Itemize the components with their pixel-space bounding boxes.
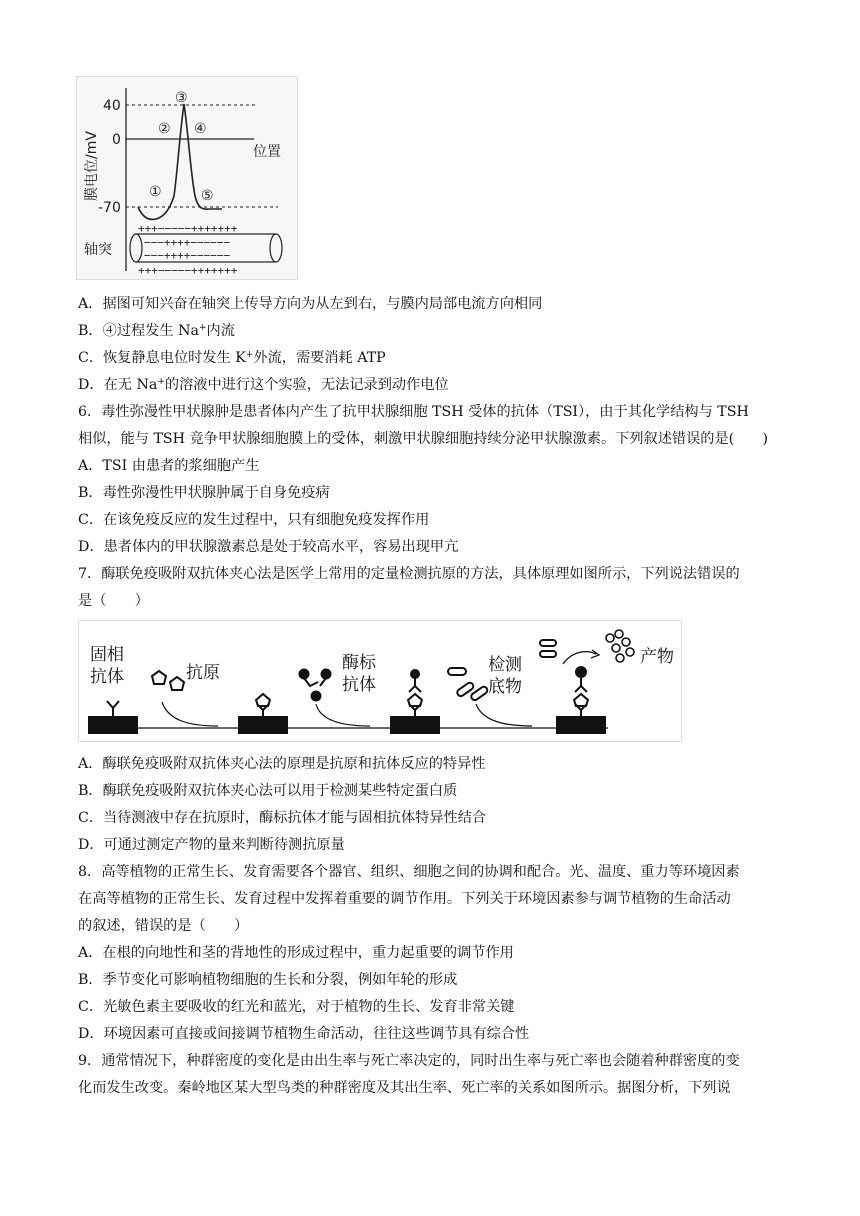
q8-stem-line-1: 8．高等植物的正常生长、发育需要各个器官、组织、细胞之间的协调和配合。光、温度、重力等环境因素	[78, 864, 740, 880]
q8-stem-line-3: 的叙述，错误的是（ ）	[78, 918, 249, 934]
product-label: 产物	[640, 647, 674, 667]
tick-0: 0	[112, 132, 121, 148]
tick-40: 40	[103, 98, 121, 114]
point-3: ③	[175, 90, 188, 106]
q6-option-c: C．在该免疫反应的发生过程中，只有细胞免疫发挥作用	[78, 512, 430, 528]
elisa-sandwich-figure	[78, 620, 682, 742]
point-4: ④	[194, 121, 207, 137]
substrate-label-2: 底物	[488, 677, 522, 697]
q8-option-b: B．季节变化可影响植物细胞的生长和分裂，例如年轮的形成	[78, 972, 458, 988]
solid-antibody-label-1: 固相	[90, 645, 124, 665]
q8-stem-line-2: 在高等植物的正常生长、发育过程中发挥着重要的调节作用。下列关于环境因素参与调节植物的生命活动	[78, 891, 731, 907]
axon-label: 轴突	[84, 242, 112, 258]
q6-stem-line-1: 6．毒性弥漫性甲状腺肿是患者体内产生了抗甲状腺细胞 TSH 受体的抗体（TSI），由于其化学结构与 TSH	[78, 404, 749, 420]
x-axis-label: 位置	[253, 144, 281, 160]
point-2: ②	[158, 121, 171, 137]
q8-option-a: A．在根的向地性和茎的背地性的形成过程中，重力起重要的调节作用	[78, 945, 514, 961]
charge-outer-top: +++−−−−−+++++++	[138, 222, 238, 235]
point-1: ①	[149, 184, 162, 200]
antigen-label: 抗原	[186, 663, 220, 683]
q5-option-a: A．据图可知兴奋在轴突上传导方向为从左到右，与膜内局部电流方向相同	[78, 296, 543, 312]
tick-minus-70: -70	[98, 200, 121, 216]
q5-option-d: D．在无 Na+的溶液中进行这个实验，无法记录到动作电位	[78, 377, 449, 393]
enzyme-antibody-label-2: 抗体	[342, 675, 376, 695]
q8-option-c: C．光敏色素主要吸收的红光和蓝光，对于植物的生长、发育非常关键	[78, 999, 515, 1015]
q7-stem-line-2: 是（ ）	[78, 593, 149, 609]
q7-option-b: B．酶联免疫吸附双抗体夹心法可以用于检测某些特定蛋白质	[78, 783, 458, 799]
charge-inner-1: −−−++++−−−−−−	[144, 236, 231, 249]
q5-option-b: B．④过程发生 Na+内流	[78, 323, 235, 339]
charge-outer-bottom: +++−−−−−+++++++	[138, 264, 238, 277]
q9-stem-line-1: 9．通常情况下，种群密度的变化是由出生率与死亡率决定的，同时出生率与死亡率也会随着种群密度的变	[78, 1053, 740, 1069]
q8-option-d: D．环境因素可直接或间接调节植物生命活动，往往这些调节具有综合性	[78, 1026, 530, 1042]
membrane-potential-figure	[76, 76, 298, 280]
q7-option-a: A．酶联免疫吸附双抗体夹心法的原理是抗原和抗体反应的特异性	[78, 756, 486, 772]
q7-option-c: C．当待测液中存在抗原时，酶标抗体才能与固相抗体特异性结合	[78, 810, 487, 826]
q6-option-b: B．毒性弥漫性甲状腺肿属于自身免疫病	[78, 485, 330, 501]
charge-inner-2: −−−++++−−−−−−	[144, 249, 231, 262]
q5-option-c: C．恢复静息电位时发生 K+外流，需要消耗 ATP	[78, 350, 386, 366]
q6-option-a: A．TSI 由患者的浆细胞产生	[78, 458, 260, 474]
y-axis-label: 膜电位/mV	[84, 131, 100, 201]
solid-antibody-label-2: 抗体	[90, 667, 124, 687]
q6-stem-line-2: 相似，能与 TSH 竞争甲状腺细胞膜上的受体，刺激甲状腺细胞持续分泌甲状腺激素。下列叙述错误的是( )	[78, 431, 769, 447]
q9-stem-line-2: 化而发生改变。秦岭地区某大型鸟类的种群密度及其出生率、死亡率的关系如图所示。据图分析，下列说	[78, 1080, 731, 1096]
q7-option-d: D．可通过测定产物的量来判断待测抗原量	[78, 837, 345, 853]
q7-stem-line-1: 7．酶联免疫吸附双抗体夹心法是医学上常用的定量检测抗原的方法，具体原理如图所示，下列说法错误的	[78, 566, 740, 582]
q6-option-d: D．患者体内的甲状腺激素总是处于较高水平，容易出现甲亢	[78, 539, 459, 555]
point-5: ⑤	[201, 188, 214, 204]
substrate-label-1: 检测	[488, 655, 522, 675]
enzyme-antibody-label-1: 酶标	[342, 653, 376, 673]
